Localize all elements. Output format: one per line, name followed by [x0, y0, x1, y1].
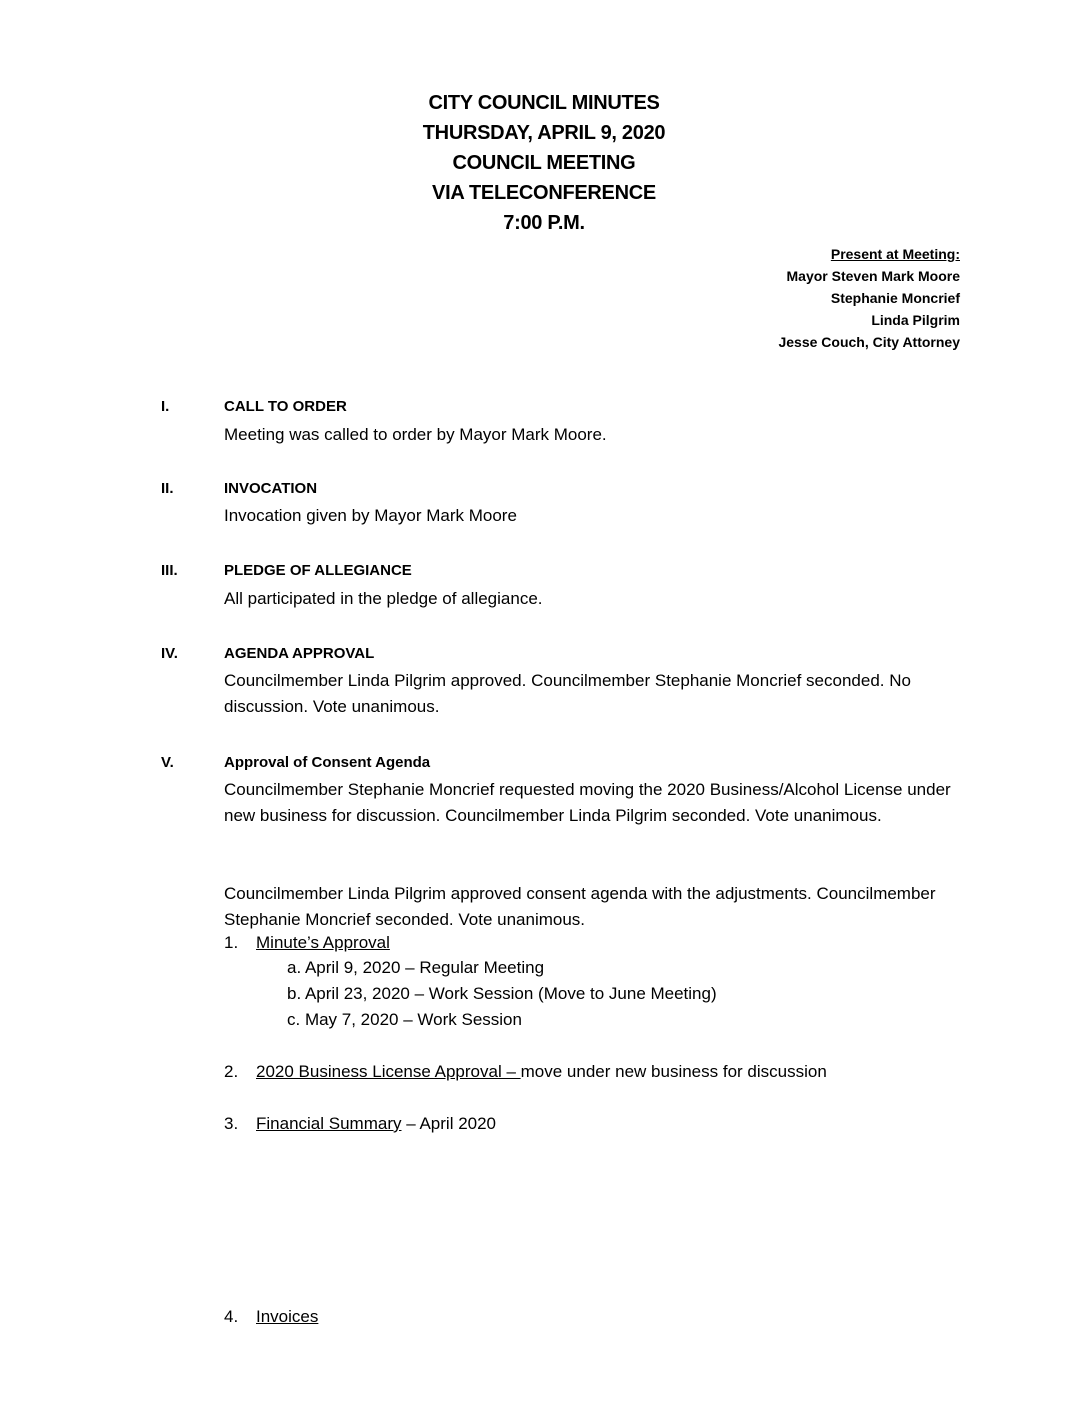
- consent-item-1-label: Minute’s Approval: [256, 933, 390, 952]
- consent-item-3: [256, 1114, 496, 1134]
- consent-item-4: [256, 1307, 318, 1327]
- section-5-text-2: Councilmember Linda Pilgrim approved consent agenda with the adjustments. Councilmember Stephanie Moncrief seconded. Vote unanimous.: [224, 884, 936, 929]
- section-4-title: AGENDA APPROVAL: [224, 645, 375, 662]
- consent-item-1-number: 1.: [224, 933, 239, 952]
- attendance-heading: Present at Meeting:: [830, 246, 960, 262]
- attendance-list: [778, 243, 960, 353]
- section-2-title: INVOCATION: [224, 480, 318, 497]
- section-2-number: II.: [161, 480, 174, 497]
- consent-item-3-number: 3.: [224, 1114, 239, 1133]
- consent-item-2-label: 2020 Business License Approval –: [256, 1062, 521, 1081]
- consent-item-1: [256, 933, 390, 953]
- section-1-text: Meeting was called to order by Mayor Mark Moore.: [224, 425, 607, 444]
- consent-item-4-label: Invoices: [256, 1307, 319, 1326]
- section-4-text: Councilmember Linda Pilgrim approved. Councilmember Stephanie Moncrief seconded. No discussion. Vote unanimous.: [224, 671, 911, 716]
- title-line-1: CITY COUNCIL MINUTES: [428, 92, 660, 114]
- consent-item-2-number: 2.: [224, 1062, 239, 1081]
- section-2-text: Invocation given by Mayor Mark Moore: [224, 506, 517, 525]
- consent-item-2: [256, 1062, 827, 1082]
- attendee-3: Linda Pilgrim: [871, 312, 960, 328]
- attendee-2: Stephanie Moncrief: [830, 290, 960, 306]
- title-line-4: VIA TELECONFERENCE: [432, 182, 656, 204]
- attendee-1: Mayor Steven Mark Moore: [786, 268, 960, 284]
- consent-item-2-rest: move under new business for discussion: [520, 1062, 827, 1081]
- attendee-4: Jesse Couch, City Attorney: [778, 334, 960, 350]
- consent-item-3-label: Financial Summary: [256, 1114, 402, 1133]
- minutes-sub-b: b. April 23, 2020 – Work Session (Move to June Meeting): [287, 984, 717, 1003]
- section-5-number: V.: [161, 754, 174, 771]
- section-3-number: III.: [161, 562, 178, 579]
- title-line-5: 7:00 P.M.: [503, 212, 585, 234]
- title-line-2: THURSDAY, APRIL 9, 2020: [422, 122, 666, 144]
- section-4-number: IV.: [161, 645, 178, 662]
- section-5-text: Councilmember Stephanie Moncrief requested moving the 2020 Business/Alcohol License under new business for discussion. Councilmember Linda Pilgrim seconded. Vote unanimous.: [224, 780, 951, 825]
- minutes-sub-a: a. April 9, 2020 – Regular Meeting: [287, 958, 545, 977]
- section-1-number: I.: [161, 398, 170, 415]
- consent-item-3-rest: – April 2020: [401, 1114, 497, 1133]
- title-line-3: COUNCIL MEETING: [452, 152, 636, 174]
- section-3-title: PLEDGE OF ALLEGIANCE: [224, 562, 412, 579]
- document-title: [0, 88, 1088, 238]
- section-5-title: Approval of Consent Agenda: [224, 754, 431, 771]
- section-1-title: CALL TO ORDER: [224, 398, 347, 415]
- section-3-text: All participated in the pledge of allegiance.: [224, 589, 543, 608]
- minutes-sub-c: c. May 7, 2020 – Work Session: [287, 1010, 522, 1029]
- consent-item-4-number: 4.: [224, 1307, 239, 1326]
